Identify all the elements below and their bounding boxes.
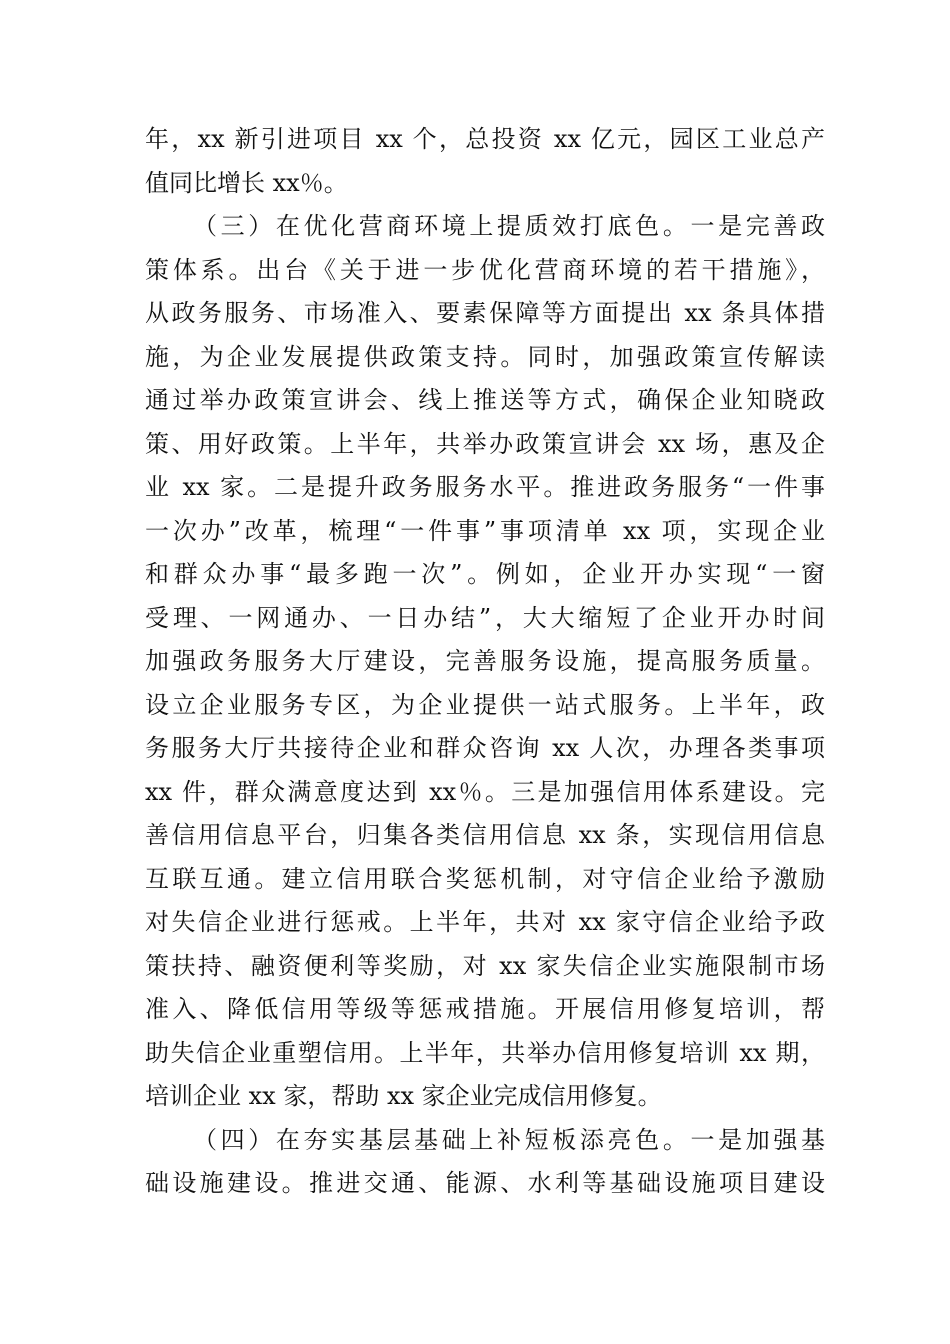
text-line: 受理、一网通办、一日办结”，大大缩短了企业开办时间 [145, 603, 825, 632]
text-line: 年，xx 新引进项目 xx 个，总投资 xx 亿元，园区工业总产 [145, 125, 825, 153]
text-line: 务服务大厅共接待企业和群众咨询 xx 人次，办理各类事项 [145, 734, 825, 762]
text-line: 策、用好政策。上半年，共举办政策宣讲会 xx 场，惠及企 [145, 429, 825, 458]
text-line: 础设施建设。推进交通、能源、水利等基础设施项目建设 [145, 1169, 825, 1197]
text-line: 策体系。出台《关于进一步优化营商环境的若干措施》， [145, 255, 825, 284]
text-line: 业 xx 家。二是提升政务服务水平。推进政务服务“一件事 [145, 473, 825, 501]
text-line: 设立企业服务专区，为企业提供一站式服务。上半年，政 [145, 690, 825, 719]
text-line: 从政务服务、市场准入、要素保障等方面提出 xx 条具体措 [145, 299, 825, 327]
text-line: 一次办”改革，梳理“一件事”事项清单 xx 项，实现企业 [145, 516, 825, 545]
document-body [145, 118, 825, 1206]
text-line: 施，为企业发展提供政策支持。同时，加强政策宣传解读 [145, 342, 825, 371]
text-line: xx 件，群众满意度达到 xx％。三是加强信用体系建设。完 [145, 777, 825, 806]
text-line: 互联互通。建立信用联合奖惩机制，对守信企业给予激励 [145, 864, 825, 893]
section-heading-line: （三）在优化营商环境上提质效打底色。一是完善政 [193, 212, 825, 240]
text-line: 准入、降低信用等级等惩戒措施。开展信用修复培训，帮 [145, 995, 825, 1023]
text-line: 策扶持、融资便利等奖励，对 xx 家失信企业实施限制市场 [145, 951, 825, 980]
text-line: 善信用信息平台，归集各类信用信息 xx 条，实现信用信息 [145, 821, 825, 849]
text-line: 对失信企业进行惩戒。上半年，共对 xx 家守信企业给予政 [145, 908, 825, 936]
text-line: 培训企业 xx 家，帮助 xx 家企业完成信用修复。 [145, 1082, 662, 1110]
section-heading-line: （四）在夯实基层基础上补短板添亮色。一是加强基 [193, 1125, 825, 1154]
text-line: 值同比增长 xx％。 [145, 168, 348, 197]
text-line: 和群众办事“最多跑一次”。例如，企业开办实现“一窗 [145, 560, 825, 588]
text-line: 通过举办政策宣讲会、线上推送等方式，确保企业知晓政 [145, 386, 825, 414]
text-line: 助失信企业重塑信用。上半年，共举办信用修复培训 xx 期， [145, 1038, 825, 1067]
text-line: 加强政务服务大厅建设，完善服务设施，提高服务质量。 [145, 647, 825, 675]
